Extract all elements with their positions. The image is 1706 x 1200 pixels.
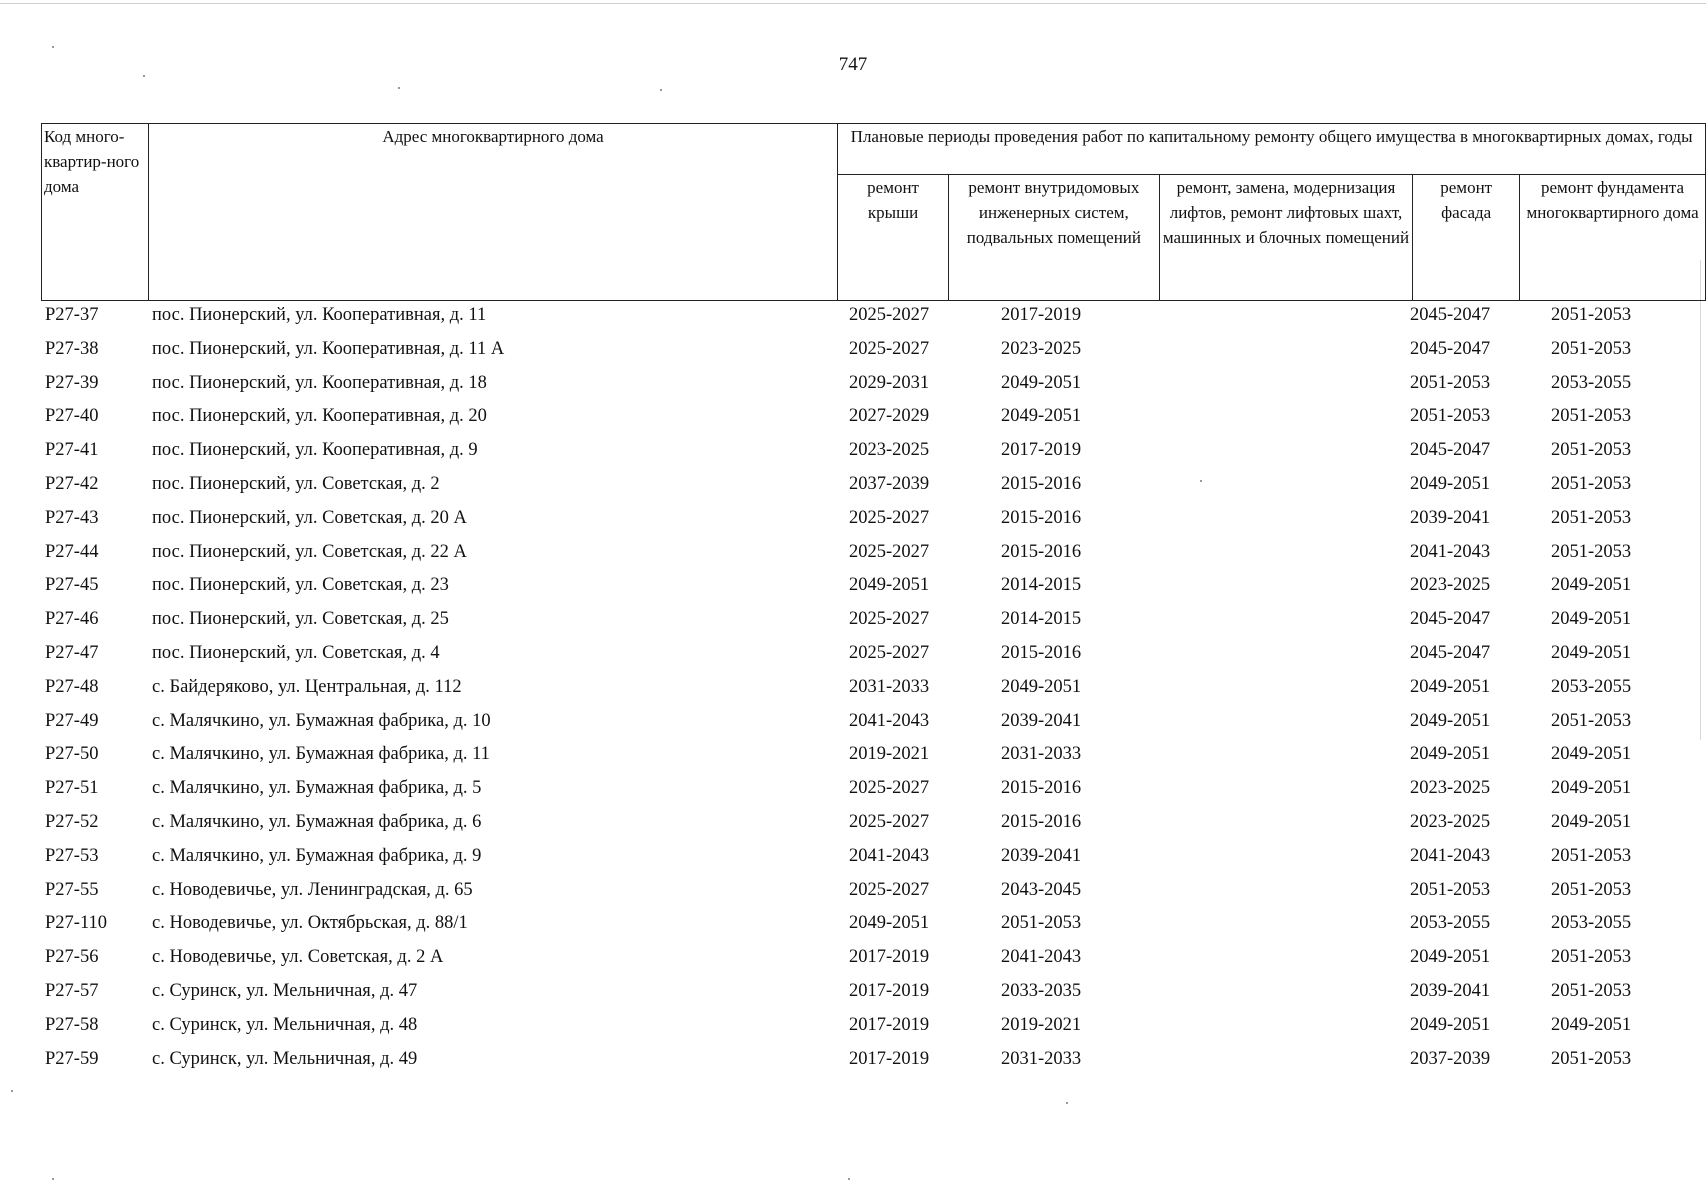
table-row — [41, 744, 1691, 778]
row-engineering-period: 2031-2033 — [1001, 1048, 1082, 1069]
row-foundation-period: 2049-2051 — [1551, 811, 1632, 832]
row-facade-period: 2049-2051 — [1410, 473, 1491, 494]
scan-edge-top — [0, 3, 1706, 4]
row-facade-period: 2041-2043 — [1410, 541, 1491, 562]
row-roof-period: 2027-2029 — [849, 406, 930, 427]
page-number: 747 — [838, 54, 868, 75]
row-roof-period: 2017-2019 — [849, 947, 930, 968]
header-code: Код много-квартир-ного дома — [42, 124, 149, 301]
row-facade-period: 2049-2051 — [1410, 710, 1491, 731]
row-engineering-period: 2015-2016 — [1001, 778, 1082, 799]
row-foundation-period: 2051-2053 — [1551, 710, 1632, 731]
table-row — [41, 711, 1691, 745]
row-foundation-period: 2051-2053 — [1551, 1048, 1632, 1069]
row-address: с. Новодевичье, ул. Октябрьская, д. 88/1 — [152, 913, 468, 934]
row-roof-period: 2017-2019 — [849, 1014, 930, 1035]
row-code: P27-41 — [45, 440, 99, 461]
row-address: пос. Пионерский, ул. Кооперативная, д. 11 А — [152, 338, 505, 359]
row-facade-period: 2045-2047 — [1410, 642, 1491, 663]
table-row — [41, 947, 1691, 981]
table-row — [41, 440, 1691, 474]
row-roof-period: 2025-2027 — [849, 778, 930, 799]
row-roof-period: 2041-2043 — [849, 710, 930, 731]
row-foundation-period: 2051-2053 — [1551, 507, 1632, 528]
row-facade-period: 2023-2025 — [1410, 778, 1491, 799]
row-code: P27-110 — [45, 913, 108, 934]
row-code: P27-53 — [45, 845, 99, 866]
row-roof-period: 2031-2033 — [849, 676, 930, 697]
table-row — [41, 575, 1691, 609]
row-address: с. Новодевичье, ул. Советская, д. 2 А — [152, 947, 444, 968]
row-foundation-period: 2053-2055 — [1551, 676, 1632, 697]
row-roof-period: 2037-2039 — [849, 473, 930, 494]
row-facade-period: 2049-2051 — [1410, 744, 1491, 765]
row-address: пос. Пионерский, ул. Советская, д. 20 А — [152, 507, 467, 528]
row-foundation-period: 2053-2055 — [1551, 913, 1632, 934]
row-engineering-period: 2033-2035 — [1001, 980, 1082, 1001]
row-facade-period: 2037-2039 — [1410, 1048, 1491, 1069]
table-row — [41, 609, 1691, 643]
table-row — [41, 339, 1691, 373]
scan-speck — [11, 1090, 13, 1092]
row-facade-period: 2045-2047 — [1410, 305, 1491, 325]
table-row — [41, 846, 1691, 880]
row-code: P27-47 — [45, 642, 99, 663]
table-row — [41, 880, 1691, 914]
row-engineering-period: 2015-2016 — [1001, 473, 1082, 494]
row-roof-period: 2025-2027 — [849, 338, 930, 359]
row-address: пос. Пионерский, ул. Советская, д. 23 — [152, 575, 449, 596]
row-address: пос. Пионерский, ул. Кооперативная, д. 20 — [152, 406, 487, 427]
row-address: с. Малячкино, ул. Бумажная фабрика, д. 11 — [152, 744, 490, 765]
row-engineering-period: 2019-2021 — [1001, 1014, 1082, 1035]
scan-edge-right — [1700, 260, 1701, 740]
row-roof-period: 2025-2027 — [849, 305, 930, 325]
row-foundation-period: 2051-2053 — [1551, 980, 1632, 1001]
scan-speck — [660, 89, 662, 91]
row-facade-period: 2039-2041 — [1410, 980, 1491, 1001]
row-roof-period: 2029-2031 — [849, 372, 930, 393]
scan-speck — [52, 46, 54, 48]
header-elevators: ремонт, замена, модернизация лифтов, ремонт лифтовых шахт, машинных и блочных помещений — [1159, 175, 1413, 301]
table-row — [41, 1049, 1691, 1083]
scan-speck — [848, 1178, 850, 1180]
row-engineering-period: 2031-2033 — [1001, 744, 1082, 765]
table-row — [41, 643, 1691, 677]
row-address: с. Суринск, ул. Мельничная, д. 47 — [152, 980, 418, 1001]
row-code: P27-57 — [45, 980, 99, 1001]
row-engineering-period: 2051-2053 — [1001, 913, 1082, 934]
header-roof: ремонт крыши — [838, 175, 949, 301]
row-roof-period: 2025-2027 — [849, 609, 930, 630]
row-roof-period: 2041-2043 — [849, 845, 930, 866]
row-facade-period: 2051-2053 — [1410, 879, 1491, 900]
row-address: пос. Пионерский, ул. Кооперативная, д. 9 — [152, 440, 478, 461]
row-engineering-period: 2015-2016 — [1001, 541, 1082, 562]
row-facade-period: 2045-2047 — [1410, 609, 1491, 630]
row-address: пос. Пионерский, ул. Советская, д. 25 — [152, 609, 449, 630]
table-row — [41, 508, 1691, 542]
scan-speck — [398, 87, 400, 89]
row-facade-period: 2049-2051 — [1410, 947, 1491, 968]
row-roof-period: 2025-2027 — [849, 507, 930, 528]
row-address: с. Суринск, ул. Мельничная, д. 48 — [152, 1014, 418, 1035]
row-code: P27-48 — [45, 676, 99, 697]
row-foundation-period: 2051-2053 — [1551, 305, 1632, 325]
row-foundation-period: 2049-2051 — [1551, 609, 1632, 630]
table-body — [41, 305, 1691, 1082]
row-code: P27-40 — [45, 406, 99, 427]
row-foundation-period: 2049-2051 — [1551, 744, 1632, 765]
row-roof-period: 2025-2027 — [849, 541, 930, 562]
row-engineering-period: 2017-2019 — [1001, 440, 1082, 461]
table-row — [41, 913, 1691, 947]
header-address: Адрес многоквартирного дома — [148, 124, 837, 301]
row-code: P27-37 — [45, 305, 99, 325]
row-code: P27-51 — [45, 778, 99, 799]
row-engineering-period: 2043-2045 — [1001, 879, 1082, 900]
row-engineering-period: 2039-2041 — [1001, 845, 1082, 866]
row-foundation-period: 2051-2053 — [1551, 338, 1632, 359]
table-row — [41, 406, 1691, 440]
table-row — [41, 474, 1691, 508]
row-engineering-period: 2049-2051 — [1001, 676, 1082, 697]
row-roof-period: 2019-2021 — [849, 744, 930, 765]
row-address: пос. Пионерский, ул. Советская, д. 2 — [152, 473, 440, 494]
row-code: P27-56 — [45, 947, 99, 968]
row-code: P27-45 — [45, 575, 99, 596]
row-address: пос. Пионерский, ул. Кооперативная, д. 18 — [152, 372, 487, 393]
row-engineering-period: 2014-2015 — [1001, 609, 1082, 630]
row-code: P27-38 — [45, 338, 99, 359]
row-roof-period: 2017-2019 — [849, 980, 930, 1001]
row-facade-period: 2051-2053 — [1410, 406, 1491, 427]
row-code: P27-44 — [45, 541, 99, 562]
row-roof-period: 2049-2051 — [849, 913, 930, 934]
table-row — [41, 812, 1691, 846]
header-periods-group: Плановые периоды проведения работ по капитальному ремонту общего имущества в многоквартирных домах, годы — [838, 124, 1706, 175]
header-engineering: ремонт внутридомовых инженерных систем, подвальных помещений — [949, 175, 1160, 301]
scan-speck — [1200, 480, 1202, 482]
row-facade-period: 2041-2043 — [1410, 845, 1491, 866]
row-foundation-period: 2049-2051 — [1551, 1014, 1632, 1035]
row-foundation-period: 2051-2053 — [1551, 440, 1632, 461]
row-engineering-period: 2014-2015 — [1001, 575, 1082, 596]
row-facade-period: 2049-2051 — [1410, 676, 1491, 697]
row-address: с. Байдеряково, ул. Центральная, д. 112 — [152, 676, 462, 697]
row-address: пос. Пионерский, ул. Советская, д. 4 — [152, 642, 440, 663]
table-row — [41, 778, 1691, 812]
row-facade-period: 2023-2025 — [1410, 811, 1491, 832]
row-engineering-period: 2015-2016 — [1001, 507, 1082, 528]
row-facade-period: 2053-2055 — [1410, 913, 1491, 934]
row-roof-period: 2017-2019 — [849, 1048, 930, 1069]
row-address: с. Новодевичье, ул. Ленинградская, д. 65 — [152, 879, 473, 900]
header-foundation: ремонт фундамента многоквартирного дома — [1520, 175, 1706, 301]
table-row — [41, 1015, 1691, 1049]
row-foundation-period: 2049-2051 — [1551, 575, 1632, 596]
row-code: P27-43 — [45, 507, 99, 528]
row-foundation-period: 2053-2055 — [1551, 372, 1632, 393]
row-roof-period: 2025-2027 — [849, 879, 930, 900]
table-row — [41, 373, 1691, 407]
row-engineering-period: 2015-2016 — [1001, 642, 1082, 663]
row-facade-period: 2023-2025 — [1410, 575, 1491, 596]
row-engineering-period: 2017-2019 — [1001, 305, 1082, 325]
row-code: P27-49 — [45, 710, 99, 731]
row-address: с. Малячкино, ул. Бумажная фабрика, д. 5 — [152, 778, 482, 799]
table-row — [41, 677, 1691, 711]
scan-speck — [1066, 1102, 1068, 1104]
table-row — [41, 542, 1691, 576]
row-foundation-period: 2049-2051 — [1551, 778, 1632, 799]
row-roof-period: 2023-2025 — [849, 440, 930, 461]
row-code: P27-59 — [45, 1048, 99, 1069]
row-engineering-period: 2039-2041 — [1001, 710, 1082, 731]
row-code: P27-39 — [45, 372, 99, 393]
row-engineering-period: 2023-2025 — [1001, 338, 1082, 359]
row-address: с. Малячкино, ул. Бумажная фабрика, д. 10 — [152, 710, 491, 731]
row-address: с. Суринск, ул. Мельничная, д. 49 — [152, 1048, 418, 1069]
table-row — [41, 981, 1691, 1015]
row-engineering-period: 2041-2043 — [1001, 947, 1082, 968]
row-foundation-period: 2051-2053 — [1551, 845, 1632, 866]
row-facade-period: 2039-2041 — [1410, 507, 1491, 528]
row-roof-period: 2025-2027 — [849, 642, 930, 663]
row-code: P27-58 — [45, 1014, 99, 1035]
row-engineering-period: 2049-2051 — [1001, 372, 1082, 393]
row-code: P27-50 — [45, 744, 99, 765]
row-address: с. Малячкино, ул. Бумажная фабрика, д. 6 — [152, 811, 482, 832]
row-roof-period: 2049-2051 — [849, 575, 930, 596]
row-facade-period: 2045-2047 — [1410, 440, 1491, 461]
row-address: пос. Пионерский, ул. Кооперативная, д. 11 — [152, 305, 487, 325]
header-facade: ремонт фасада — [1413, 175, 1520, 301]
row-foundation-period: 2051-2053 — [1551, 947, 1632, 968]
row-code: P27-46 — [45, 609, 99, 630]
scan-speck — [143, 75, 145, 77]
row-code: P27-55 — [45, 879, 99, 900]
row-address: с. Малячкино, ул. Бумажная фабрика, д. 9 — [152, 845, 482, 866]
row-foundation-period: 2051-2053 — [1551, 473, 1632, 494]
row-code: P27-52 — [45, 811, 99, 832]
row-roof-period: 2025-2027 — [849, 811, 930, 832]
row-foundation-period: 2051-2053 — [1551, 879, 1632, 900]
row-engineering-period: 2049-2051 — [1001, 406, 1082, 427]
row-facade-period: 2045-2047 — [1410, 338, 1491, 359]
scan-speck — [52, 1178, 54, 1180]
row-engineering-period: 2015-2016 — [1001, 811, 1082, 832]
row-facade-period: 2051-2053 — [1410, 372, 1491, 393]
row-foundation-period: 2051-2053 — [1551, 541, 1632, 562]
row-address: пос. Пионерский, ул. Советская, д. 22 А — [152, 541, 467, 562]
row-facade-period: 2049-2051 — [1410, 1014, 1491, 1035]
table-header — [41, 123, 1706, 301]
table-row — [41, 305, 1691, 339]
row-foundation-period: 2051-2053 — [1551, 406, 1632, 427]
row-code: P27-42 — [45, 473, 99, 494]
row-foundation-period: 2049-2051 — [1551, 642, 1632, 663]
